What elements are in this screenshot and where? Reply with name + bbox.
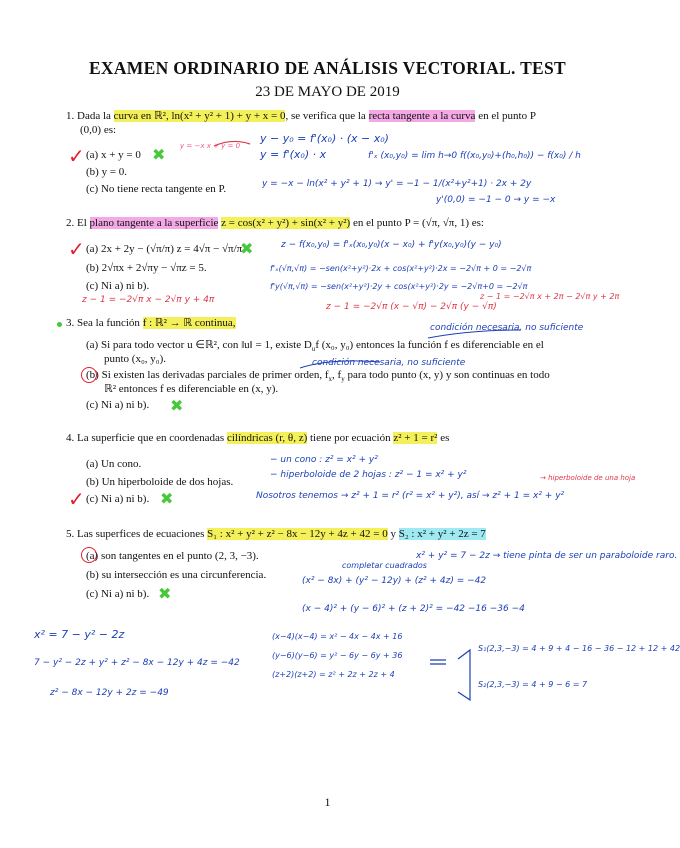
q5-note-d: (x − 4)² + (y − 6)² + (z + 2)² = −42 −16 −36 −4: [302, 604, 525, 614]
q4-note-a: − un cono : z² = x² + y²: [270, 455, 378, 465]
q2-note-b: f'ₓ(√π,√π) = −sen(x²+y²)·2x + cos(x²+y²)·2x = −2√π + 0 = −2√π: [270, 264, 532, 273]
wrong-mark-icon: ✖: [160, 489, 174, 508]
q1-arrow-stroke: [214, 141, 250, 146]
q1-note-b: y = f'(x₀) · x: [260, 148, 327, 161]
q4-highlight-equation: z² + 1 = r²: [393, 432, 438, 444]
q3-option-a-line2: punto (x₀, y₀).: [104, 353, 167, 365]
q3-arrow-stroke: [428, 330, 520, 338]
q5-note-e: (x−4)(x−4) = x² − 4x − 4x + 16: [272, 632, 403, 641]
wrong-mark-icon: ✖: [240, 239, 254, 258]
q1-side-note: y = −x x + y = 0: [180, 142, 241, 150]
wrong-mark-icon: ✖: [170, 396, 184, 415]
q1-option-a: (a) x + y = 0: [86, 149, 141, 161]
q5-option-c: (c) Ni a) ni b).: [86, 588, 150, 600]
q1-note-c: f'ₓ (x₀,y₀) = lim h→0 f((x₀,y₀)+(h₀,h₀)) − f(x₀) / h: [368, 151, 581, 161]
q1-highlight-tangent: recta tangente a la curva: [368, 110, 476, 122]
checkmark-icon: ✓: [68, 144, 85, 168]
q4-highlight-cylindrical: cilíndricas (r, θ, z): [226, 432, 308, 444]
exam-title: EXAMEN ORDINARIO DE ANÁLISIS VECTORIAL. TEST: [88, 58, 567, 78]
q1-highlight-curve: curva en ℝ², ln(x² + y² + 1) + y + x = 0: [113, 110, 286, 122]
q5-highlight-s2: S₂ : x² + y² + 2z = 7: [398, 528, 486, 540]
q5-left-note-3: z² − 8x − 12y + 2z = −49: [50, 688, 169, 698]
q1-note-e: y'(0,0) = −1 − 0 → y = −x: [436, 195, 556, 205]
q3-option-c: (c) Ni a) ni b).: [86, 399, 150, 411]
q2-note-a: z − f(x₀,y₀) = f'ₓ(x₀,y₀)(x − x₀) + f'y(x₀,y₀)(y − y₀): [281, 240, 502, 250]
q4-note-b: − hiperboloide de 2 hojas : z² − 1 = x² + y²: [270, 470, 467, 480]
q2-option-a: (a) 2x + 2y − (√π/π) z = 4√π − √π/π: [86, 243, 243, 255]
q4-statement: 4. La superficie que en coordenadas cilíndricas (r, θ, z) tiene por ecuación z² + 1 = r² es: [66, 432, 450, 444]
q3-note-b: condición necesaria, no suficiente: [312, 358, 466, 368]
q2-highlight-plane: plano tangente a la superficie: [89, 217, 219, 229]
wrong-mark-icon: ✖: [152, 145, 166, 164]
q3-statement: 3. Sea la función f : ℝ² → ℝ continua,: [66, 317, 236, 329]
q2-statement: 2. El plano tangente a la superficie z = cos(x² + y²) + sin(x² + y²) en el punto P = (√π, √π, 1) es:: [66, 217, 484, 229]
q5-note-i: S₂(2,3,−3) = 4 + 9 − 6 = 7: [478, 680, 588, 689]
q5-note-a: x² + y² = 7 − 2z → tiene pinta de ser un paraboloide raro.: [416, 551, 678, 561]
q2-note-d: z − 1 = −2√π (x − √π) − 2√π (y − √π): [326, 302, 497, 312]
q3-option-b-line1: (b) Si existen las derivadas parciales de primer orden, $f_x$, $f_y$ para todo punto (x, y) y son continuas en todo: [86, 369, 550, 384]
q3-option-b-line2: ℝ² entonces f es diferenciable en (x, y).: [104, 383, 279, 395]
q1-option-c: (c) No tiene recta tangente en P.: [86, 183, 227, 195]
q2-option-b: (b) 2√πx + 2√πy − √πz = 5.: [86, 262, 207, 274]
q3-option-a-line1: (a) Si para todo vector u ∈ℝ², con ‖u‖ = 1, existe $D_uf$ (x₀, y₀) entonces la función f es diferenciable en el: [86, 339, 544, 354]
q5-option-a: (a) son tangentes en el punto (2, 3, −3).: [86, 550, 259, 562]
q5-note-g: (z+2)(z+2) = z² + 2z + 2z + 4: [272, 670, 395, 679]
q1-number: 1.: [66, 110, 75, 122]
q1-note-a: y − y₀ = f'(x₀) · (x − x₀): [260, 132, 389, 145]
checkmark-icon: ✓: [68, 487, 85, 511]
q3-highlight-function: f : ℝ² → ℝ continua,: [142, 317, 236, 329]
q5-brace-stroke: [458, 650, 470, 700]
q5-left-note-1: x² = 7 − y² − 2z: [34, 628, 125, 641]
q2-note-left: z − 1 = −2√π x − 2√π y + 4π: [82, 295, 215, 305]
q3-note-a: condición necesaria, no suficiente: [430, 323, 584, 333]
checkmark-icon: ✓: [68, 237, 85, 261]
q5-option-b: (b) su intersección es una circunferencia.: [86, 569, 267, 581]
q4-option-c: (c) Ni a) ni b).: [86, 493, 150, 505]
q4-note-d: → hiperboloide de una hoja: [540, 474, 636, 482]
q1-statement-line2: (0,0) es:: [80, 124, 117, 136]
q5-left-note-2: 7 − y² − 2z + y² + z² − 8x − 12y + 4z = −42: [34, 658, 240, 668]
q2-highlight-equation: z = cos(x² + y²) + sin(x² + y²): [221, 217, 351, 229]
q2-note-c: f'y(√π,√π) = −sen(x²+y²)·2y + cos(x²+y²)·2y = −2√π+0 = −2√π: [270, 282, 528, 291]
q5-note-f: (y−6)(y−6) = y² − 6y − 6y + 36: [272, 651, 403, 660]
q1-statement: 1. Dada la curva en ℝ², ln(x² + y² + 1) + y + x = 0, se verifica que la recta tangente a la curva en el punto P: [66, 110, 536, 122]
q2-option-c: (c) Ni a) ni b).: [86, 280, 150, 292]
q5-highlight-s1: S₁ : x² + y² + z² − 8x − 12y + 4z + 42 = 0: [207, 528, 388, 540]
q3-arrow-stroke-2: [300, 361, 380, 368]
q5-note-c: (x² − 8x) + (y² − 12y) + (z² + 4z) = −42: [302, 576, 487, 586]
q1-note-d: y = −x − ln(x² + y² + 1) → y' = −1 − 1/(x²+y²+1) · 2x + 2y: [262, 179, 532, 189]
q5-implies-stroke: [430, 660, 446, 664]
q1-option-b: (b) y = 0.: [86, 166, 128, 178]
q5-statement: 5. Las superfices de ecuaciones S₁ : x² + y² + z² − 8x − 12y + 4z + 42 = 0 y S₂ : x² + y² + 2z = 7: [66, 528, 486, 540]
page-number: 1: [324, 795, 331, 809]
q5-note-h: S₁(2,3,−3) = 4 + 9 + 4 − 16 − 36 − 12 + 12 + 42: [478, 644, 680, 653]
q4-note-c: Nosotros tenemos → z² + 1 = r² (r² = x² + y²), así → z² + 1 = x² + y²: [256, 491, 565, 501]
q5-note-b: completar cuadrados: [342, 561, 427, 570]
q2-note-e: z − 1 = −2√π x + 2π − 2√π y + 2π: [480, 292, 620, 301]
q4-option-b: (b) Un hiperboloide de dos hojas.: [86, 476, 234, 488]
q4-option-a: (a) Un cono.: [86, 458, 142, 470]
exam-date: 23 DE MAYO DE 2019: [255, 84, 400, 100]
wrong-mark-icon: ✖: [158, 584, 172, 603]
